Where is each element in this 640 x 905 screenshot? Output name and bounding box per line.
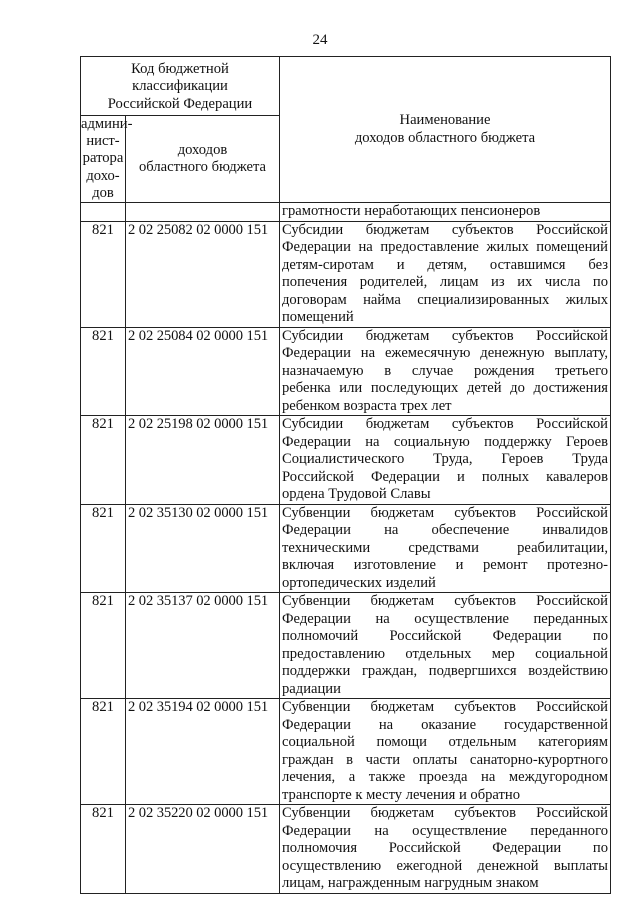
income-name-line: Субвенции бюджетам субъектов Российской	[282, 593, 608, 610]
income-name-line: Федерации на ежемесячную денежную выплату,	[282, 345, 608, 362]
header-group-line: Российской Федерации	[107, 95, 253, 112]
income-name-line: предоставлению отдельных мер социальной	[282, 645, 608, 662]
admin-code-cell: 821	[81, 504, 126, 593]
income-name-cell	[280, 416, 611, 505]
income-name-line: Федерации на оказание государственной	[282, 716, 608, 733]
income-name-line: полномочий Российской Федерации по	[282, 628, 608, 645]
table-row	[81, 221, 611, 327]
income-name-line: попечения родителей, лицам из их числа по	[282, 274, 608, 291]
income-code-cell: 2 02 25084 02 0000 151	[126, 327, 280, 416]
continuation-code-cell	[126, 203, 280, 222]
income-name-line: граждан в части оплаты санаторно-курортного	[282, 751, 608, 768]
income-name-line: включая изготовление и ремонт протезно-	[282, 557, 608, 574]
table-row	[81, 504, 611, 593]
income-name-cell	[280, 699, 611, 805]
continuation-row	[81, 203, 611, 222]
header-admin-line: ратора	[82, 150, 124, 167]
header-group-line: Код бюджетной	[131, 60, 229, 77]
header-income-line: областного бюджета	[138, 159, 267, 175]
income-name-line: Федерации на обеспечение инвалидов	[282, 522, 608, 539]
header-admin-line: дохо-	[86, 167, 120, 184]
income-name-line: социальной помощи отдельным категориям	[282, 734, 608, 751]
income-name-line: детям-сиротам и детям, оставшимся без	[282, 256, 608, 273]
income-code-cell: 2 02 25198 02 0000 151	[126, 416, 280, 505]
income-name-line: Субвенции бюджетам субъектов Российской	[282, 699, 608, 716]
income-name-line: Федерации на осуществление переданного	[282, 822, 608, 839]
admin-code-cell: 821	[81, 593, 126, 699]
income-name-cell	[280, 327, 611, 416]
table-row	[81, 416, 611, 505]
income-name-line: поддержки граждан, подвергшихся воздействию	[282, 663, 608, 680]
budget-classification-table	[80, 56, 611, 894]
income-name-line: Российской Федерации и полных кавалеров	[282, 468, 608, 485]
income-code-cell: 2 02 35137 02 0000 151	[126, 593, 280, 699]
continuation-name-cell: грамотности неработающих пенсионеров	[280, 203, 611, 222]
header-income-code	[126, 116, 280, 203]
income-name-line: назначаемую в случае рождения третьего	[282, 362, 608, 379]
income-name-cell	[280, 221, 611, 327]
table-row	[81, 593, 611, 699]
income-name-line: Федерации на социальную поддержку Героев	[282, 433, 608, 450]
admin-code-cell: 821	[81, 699, 126, 805]
income-name-line: ребенком возраста трех лет	[282, 397, 452, 414]
page-number: 24	[312, 32, 328, 48]
header-admin-line: нист-	[86, 133, 120, 150]
income-code-cell: 2 02 35220 02 0000 151	[126, 805, 280, 894]
income-name-line: лицам, награжденным нагрудным знаком	[282, 875, 539, 892]
income-name-line: Федерации на осуществление переданных	[282, 610, 608, 627]
admin-code-cell: 821	[81, 221, 126, 327]
header-income-name	[280, 57, 611, 203]
table-row	[81, 805, 611, 894]
header-group-line: классификации	[132, 78, 228, 95]
header-row-group	[81, 57, 611, 116]
header-admin-line: админи-	[81, 116, 133, 132]
admin-code-cell: 821	[81, 327, 126, 416]
income-name-line: договорам найма специализированных жилых	[282, 291, 608, 308]
income-name-line: Субсидии бюджетам субъектов Российской	[282, 327, 608, 344]
income-name-line: радиации	[282, 680, 341, 697]
income-code-cell: 2 02 35194 02 0000 151	[126, 699, 280, 805]
table-row	[81, 699, 611, 805]
income-name-line: Субсидии бюджетам субъектов Российской	[282, 221, 608, 238]
income-name-line: осуществлению ежегодной денежной выплаты	[282, 857, 608, 874]
header-classification-code	[81, 57, 280, 116]
continuation-admin-cell	[81, 203, 126, 222]
income-code-cell: 2 02 25082 02 0000 151	[126, 221, 280, 327]
income-name-line: ортопедических изделий	[282, 574, 436, 591]
income-name-line: транспорте к месту лечения и обратно	[282, 786, 521, 803]
header-admin-line: дов	[92, 184, 114, 201]
income-name-cell	[280, 593, 611, 699]
income-name-line: помещений	[282, 309, 354, 326]
admin-code-cell: 821	[81, 805, 126, 894]
admin-code-cell: 821	[81, 416, 126, 505]
table-row	[81, 327, 611, 416]
income-name-line: лечения, а также проезда на междугородном	[282, 769, 608, 786]
income-name-line: Федерации на предоставление жилых помещений	[282, 239, 608, 256]
header-income-line: доходов	[177, 141, 228, 158]
income-name-line: Социалистического Труда, Героев Труда	[282, 451, 608, 468]
income-code-cell: 2 02 35130 02 0000 151	[126, 504, 280, 593]
income-name-cell	[280, 805, 611, 894]
header-name-line: Наименование	[399, 112, 491, 128]
income-name-line: ордена Трудовой Славы	[282, 486, 431, 503]
income-name-line: полномочия Российской Федерации по	[282, 840, 608, 857]
header-name-line: доходов областного бюджета	[354, 129, 536, 146]
header-administrator	[81, 116, 133, 203]
income-name-cell	[280, 504, 611, 593]
income-name-line: Субсидии бюджетам субъектов Российской	[282, 416, 608, 433]
income-name-line: Субвенции бюджетам субъектов Российской	[282, 504, 608, 521]
income-name-line: техническими средствами реабилитации,	[282, 539, 608, 556]
income-name-line: ребенка или последующих детей до достижения	[282, 380, 608, 397]
income-name-line: Субвенции бюджетам субъектов Российской	[282, 805, 608, 822]
